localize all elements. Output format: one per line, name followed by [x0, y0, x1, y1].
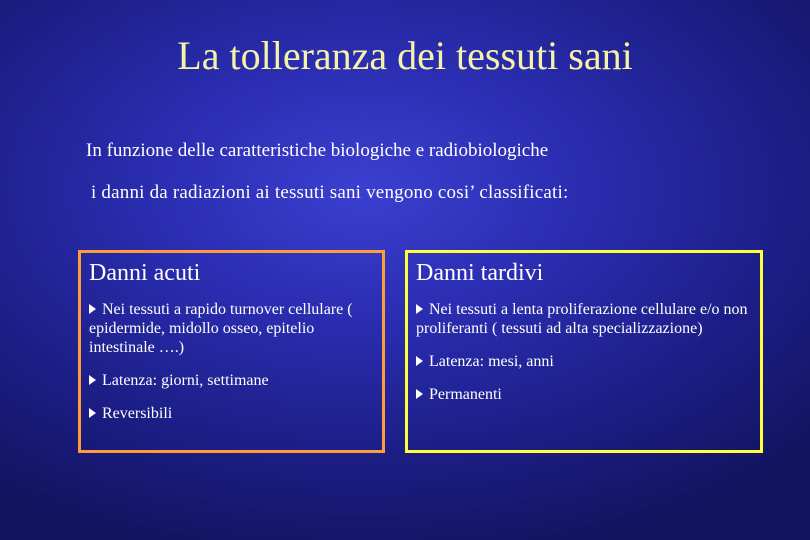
triangle-right-icon — [416, 304, 423, 314]
late-damage-title: Danni tardivi — [416, 260, 544, 286]
late-damage-box — [405, 250, 763, 453]
late-bullet-permanent — [416, 385, 752, 404]
intro-line-1: In funzione delle caratteristiche biologiche e radiobiologiche — [86, 140, 549, 161]
slide-title: La tolleranza dei tessuti sani — [177, 33, 633, 78]
triangle-right-icon — [89, 304, 96, 314]
triangle-right-icon — [89, 408, 96, 418]
triangle-right-icon — [416, 356, 423, 366]
acute-damage-box — [78, 250, 385, 453]
intro-line-2: i danni da radiazioni ai tessuti sani vengono cosi’ classificati: — [91, 182, 569, 203]
acute-bullet-reversible — [89, 404, 374, 423]
acute-damage-title: Danni acuti — [89, 260, 201, 286]
bullet-text: Nei tessuti a lenta proliferazione cellulare e/o non proliferanti ( tessuti ad alta specializzazione) — [416, 301, 748, 337]
acute-bullet-latency — [89, 371, 374, 390]
triangle-right-icon — [416, 389, 423, 399]
bullet-text: Latenza: mesi, anni — [429, 353, 554, 370]
late-bullet-latency — [416, 352, 752, 371]
late-bullet-tissues — [416, 300, 752, 338]
bullet-text: Reversibili — [102, 405, 173, 422]
triangle-right-icon — [89, 375, 96, 385]
acute-bullet-tissues — [89, 300, 374, 357]
bullet-text: Latenza: giorni, settimane — [102, 372, 269, 389]
bullet-text: Nei tessuti a rapido turnover cellulare ( epidermide, midollo osseo, epitelio intestinale ….) — [89, 301, 353, 356]
bullet-text: Permanenti — [429, 386, 502, 403]
